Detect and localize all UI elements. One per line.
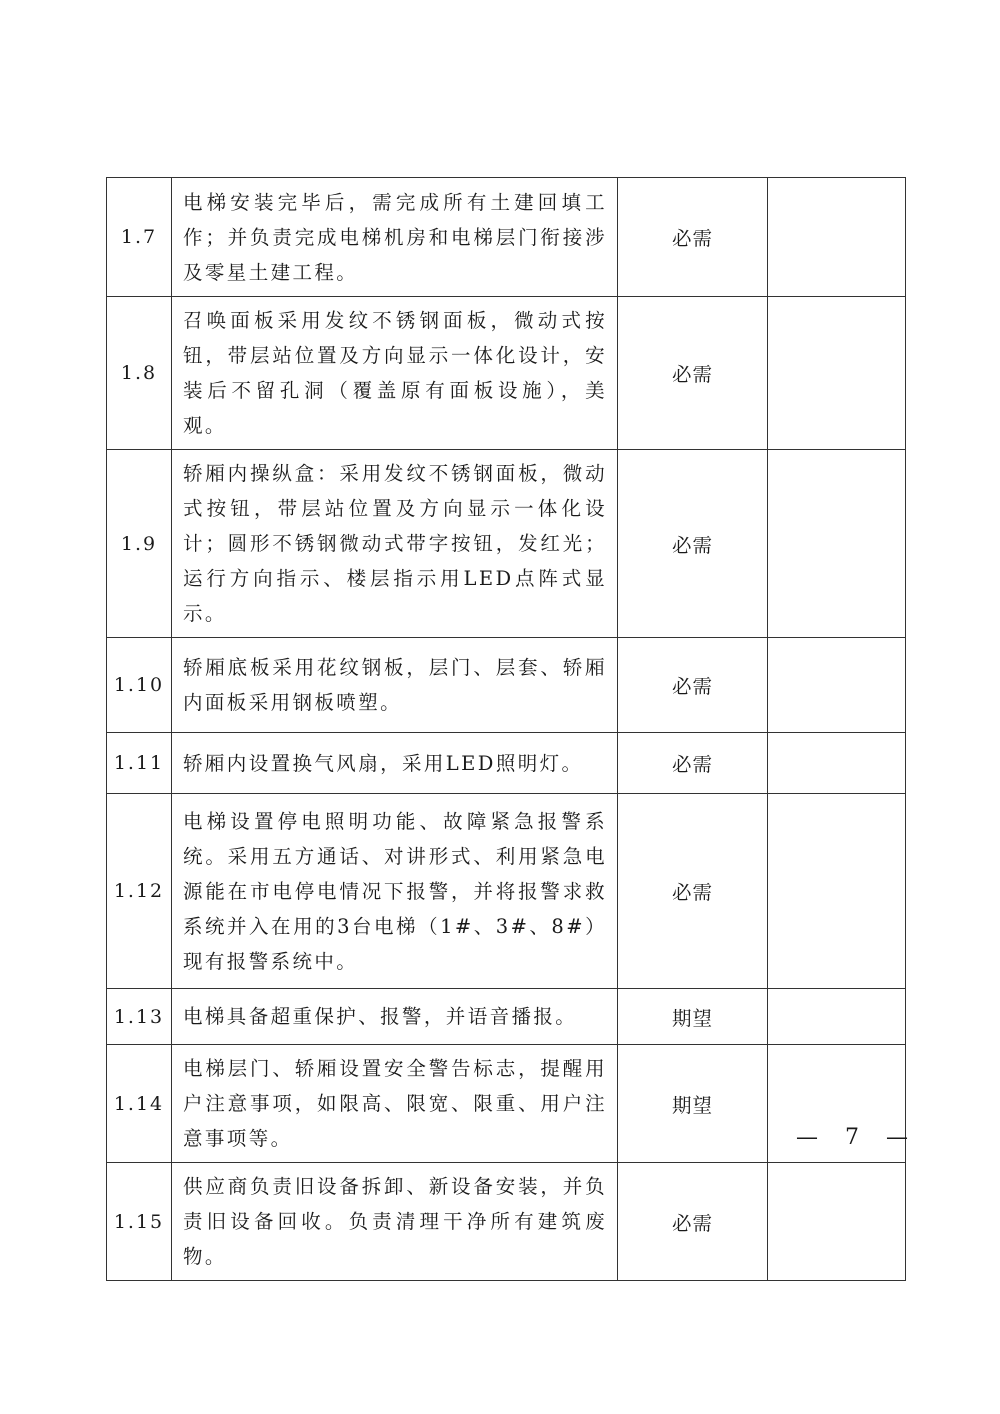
item-requirement-type-cell: 必需	[618, 638, 768, 733]
item-number-cell: 1.12	[107, 794, 172, 989]
item-description-cell: 供应商负责旧设备拆卸、新设备安装，并负责旧设备回收。负责清理干净所有建筑废物。	[172, 1163, 618, 1281]
item-requirement-type-cell: 必需	[618, 794, 768, 989]
item-number-cell: 1.11	[107, 733, 172, 794]
item-response-cell	[768, 450, 906, 638]
item-response-cell	[768, 989, 906, 1045]
item-number-cell: 1.15	[107, 1163, 172, 1281]
table-row	[107, 297, 906, 450]
item-requirement-type-cell: 必需	[618, 733, 768, 794]
item-number-cell: 1.9	[107, 450, 172, 638]
item-response-cell	[768, 794, 906, 989]
table-row	[107, 1045, 906, 1163]
requirements-table	[106, 177, 906, 1281]
table-row	[107, 1163, 906, 1281]
item-requirement-type-cell: 必需	[618, 1163, 768, 1281]
table-row	[107, 733, 906, 794]
item-description-cell: 电梯层门、轿厢设置安全警告标志，提醒用户注意事项，如限高、限宽、限重、用户注意事项等。	[172, 1045, 618, 1163]
item-number-cell: 1.13	[107, 989, 172, 1045]
item-description-cell: 电梯设置停电照明功能、故障紧急报警系统。采用五方通话、对讲形式、利用紧急电源能在市电停电情况下报警，并将报警求救系统并入在用的3台电梯（1#、3#、8#）现有报警系统中。	[172, 794, 618, 989]
item-response-cell	[768, 733, 906, 794]
table-row	[107, 989, 906, 1045]
item-response-cell	[768, 1163, 906, 1281]
item-response-cell	[768, 297, 906, 450]
item-number-cell: 1.10	[107, 638, 172, 733]
item-description-cell: 电梯安装完毕后，需完成所有土建回填工作；并负责完成电梯机房和电梯层门衔接涉及零星土建工程。	[172, 178, 618, 297]
item-requirement-type-cell: 必需	[618, 450, 768, 638]
item-requirement-type-cell: 必需	[618, 178, 768, 297]
item-requirement-type-cell: 必需	[618, 297, 768, 450]
item-requirement-type-cell: 期望	[618, 989, 768, 1045]
item-description-cell: 召唤面板采用发纹不锈钢面板，微动式按钮，带层站位置及方向显示一体化设计，安装后不留孔洞（覆盖原有面板设施），美观。	[172, 297, 618, 450]
page-number: — 7 —	[796, 1125, 918, 1150]
table-row	[107, 794, 906, 989]
item-number-cell: 1.7	[107, 178, 172, 297]
item-number-cell: 1.8	[107, 297, 172, 450]
table-row	[107, 178, 906, 297]
item-description-cell: 轿厢底板采用花纹钢板，层门、层套、轿厢内面板采用钢板喷塑。	[172, 638, 618, 733]
table-row	[107, 450, 906, 638]
item-description-cell: 电梯具备超重保护、报警，并语音播报。	[172, 989, 618, 1045]
item-response-cell	[768, 638, 906, 733]
item-description-cell: 轿厢内设置换气风扇，采用LED照明灯。	[172, 733, 618, 794]
item-response-cell	[768, 178, 906, 297]
item-number-cell: 1.14	[107, 1045, 172, 1163]
requirements-table-body	[107, 178, 906, 1281]
item-requirement-type-cell: 期望	[618, 1045, 768, 1163]
table-row	[107, 638, 906, 733]
item-description-cell: 轿厢内操纵盒：采用发纹不锈钢面板，微动式按钮，带层站位置及方向显示一体化设计；圆形不锈钢微动式带字按钮，发红光；运行方向指示、楼层指示用LED点阵式显示。	[172, 450, 618, 638]
